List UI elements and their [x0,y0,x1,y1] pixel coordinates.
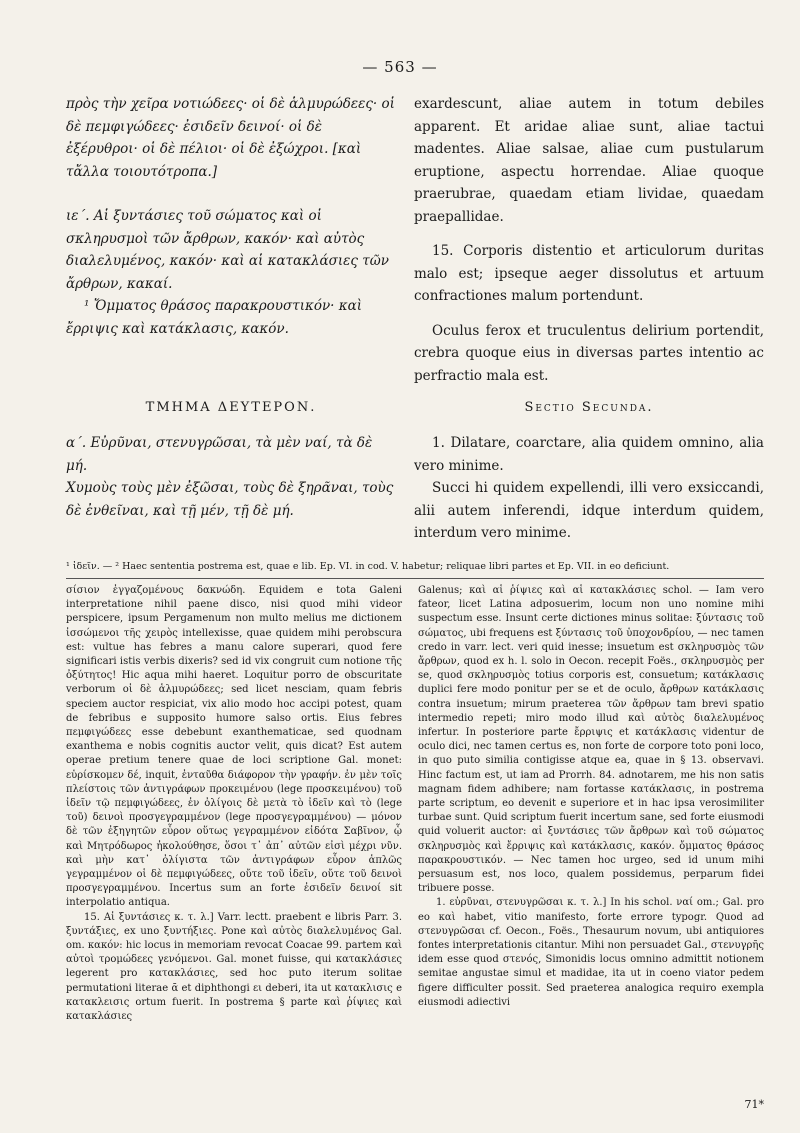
commentary-paragraph: 1. εὐρῦναι, στενυγρῶσαι κ. τ. λ.] In his schol. ναί om.; Gal. pro eo καὶ habet, vitio manifesto, forte errore typogr. Quod ad στενυγρῶσαι cf. Oecon., Foës., Thesaurum novum, ubi antiquiores fontes interpretationis citantur. Mihi non persuadet Gal., στενυγρῆς idem esse quod στενός, Simonidis locus omnino admittit notionem semitae angustae simul et madidae, ita ut in coeno viator pedem figere difficulter possit. Sed praeterea analogica requiro exempla eiusmodi adiectivi [418,897,764,1008]
latin-text-upper [414,93,764,387]
signature-mark: 71* [744,1098,764,1111]
page-number: — 563 — [362,58,438,76]
commentary-paragraph: 15. Αἱ ξυντάσιες κ. τ. λ.] Varr. lectt. praebent e libris Parr. 3. ξυντάξιες, ex uno ξυντήξιες. Pone καὶ αὐτὸς διαλελυμένος Gal. om. κακόν: hic locus in memoriam revocat Coacae 99. partem καὶ αὐτοὶ τρομώδεες γενόμενοι. Gal. monet fuisse, qui κατακλάσιες legerent pro κατακλάσιες, sed hoc puto iterum solitae permutationi literae ᾱ et diphthongi ει deberi, ita ut κατακλισις e κατακλεισις ortum fuerit. In postrema § parte καὶ ῥίψιες καὶ κατακλάσιες [66,911,402,1023]
greek-paragraph: πρὸς τὴν χεῖρα νοτιώδεες· οἱ δὲ ἁλμυρώδεες· οἱ δὲ πεμφιγώδεες· ἐσιδεῖν δεινοί· οἱ δὲ ἐξέρυθροι· οἱ δὲ πέλιοι· οἱ δὲ ἐξώχροι. [καὶ τἄλλα τοιουτότροπα.] [66,96,395,180]
greek-paragraph: ¹ Ὄμματος θράσος παρακρουστικόν· καὶ ἔρριψις καὶ κατάκλασις, κακόν. [66,298,363,337]
greek-section-title: ΤΜΗΜΑ ΔΕΥΤΕΡΟΝ. [145,400,317,415]
divider [66,578,764,579]
latin-paragraph: exardescunt, aliae autem in totum debiles apparent. Et aridae aliae sunt, aliae tactui madentes. Aliae salsae, aliae cum pustularum eruptione, aspectu horrendae. Aliae quoque praerubrae, quaedam etiam lividae, quaedam praepallidae. [414,96,764,225]
latin-paragraph: 1. Dilatare, coarctare, alia quidem omnino, alia vero minime. [414,435,764,474]
greek-text-upper [66,93,396,340]
latin-paragraph: Oculus ferox et truculentus delirium portendit, crebra quoque eius in diversas partes intentio ac perfractio mala est. [414,322,764,384]
greek-paragraph: Χυμοὺς τοὺς μὲν ἐξῶσαι, τοὺς δὲ ξηρᾶναι, τοὺς δὲ ἐνθεῖναι, καὶ τῇ μέν, τῇ δὲ μή. [66,480,394,519]
latin-paragraph: 15. Corporis distentio et articulorum duritas malo est; ipseque aeger dissolutus et artuum confractiones malum portendunt. [414,243,764,304]
latin-paragraph: Succi hi quidem expellendi, illi vero exsiccandi, alii autem inferendi, idque interdum quidem, interdum vero minime. [414,480,764,541]
commentary-left [66,584,402,1024]
latin-section-title: Sectio Secunda. [524,400,654,415]
greek-text-lower [66,432,396,522]
commentary-right [418,584,764,1010]
commentary-paragraph: Galenus; καὶ αἱ ῥίψιες καὶ αἱ κατακλάσιες schol. — Iam vero fateor, licet Latina adposuerim, locum non uno nomine mihi suspectum esse. Insunt certe dictiones minus solitae: ξύντασις τοῦ σώματος, ubi frequens est ξύντασις τοῦ ὑποχονδρίου, — nec tamen credo in varr. lect. veri quid inesse; insuetum est σκληρυσμὸς τῶν ἄρθρων, quod ex h. l. solo in Oecon. recepit Foës., σκληρυσμὸς per se, quod σκληρυσμὸς totius corporis est, consuetum; κατάκλασις duplici fere modo ponitur per se et de oculo, ἄρθρων κατάκλασις contra insuetum; mirum praeterea τῶν ἄρθρων tam brevi spatio intermedio repeti; miro modo illud καὶ αὐτὸς διαλελυμένος infertur. In posteriore parte ἔρριψις et κατάκλασις videntur de oculo dici, nec tamen certus es, non forte de corpore toto poni loco, in quo puto similia contigisse atque ea, quae in § 13. observavi. Hinc factum est, ut iam ad Prorrh. 84. adnotarem, me his non satis magnam fidem adhibere; nam fortasse κατάκλασις, in postrema parte scriptum, eo devenit e superiore et in hac ipsa verosimiliter turbae sunt. Quid scriptum fuerit incertum sane, sed forte eiusmodi quid voluerit auctor: αἱ ξυντάσιες τῶν ἄρθρων καὶ τοῦ σώματος σκληρυσμὸς καὶ ἔρριψις καὶ κατάκλασις, κακόν. ὄμματος θράσος παρακρουστικόν. — Nec tamen hoc urgeo, sed id unum mihi persuasum est, nos loco, qualem possidemus, perparum fidei tribuere posse. [418,585,764,895]
latin-text-lower [414,432,764,545]
greek-paragraph: ιε΄. Αἱ ξυντάσιες τοῦ σώματος καὶ οἱ σκληρυσμοὶ τῶν ἄρθρων, κακόν· καὶ αὐτὸς διαλελυμένος, κακόν· καὶ αἱ κατακλάσιες τῶν ἄρθρων, κακαί. [66,208,389,292]
greek-paragraph: α΄. Εὐρῦναι, στενυγρῶσαι, τὰ μὲν ναί, τὰ δὲ μή. [66,435,373,474]
commentary-paragraph: σίσιον ἐγγαζομένους δακνώδη. Equidem e tota Galeni interpretatione nihil paene disco, nisi quod mihi videor perspicere, ipsum Pergamenum non multo melius me dictionem ἰσσώμενοι τῆς χειρὸς intellexisse, quae quidem mihi perobscura est: vultue has febres a manu calore superari, quod fere significari istis verbis dixeris? sed id vix congruit cum notione τῆς ὀξύτητος! Hic aqua mihi haeret. Loquitur porro de obscuritate verborum οἱ δὲ ἁλμυρώδεες; sed licet nesciam, quam febris speciem auctor respiciat, vix alio modo hoc accipi potest, quam de febribus e supposito humore salso ortis. Eius febres πεμφιγώδεες esse debebunt exanthematicae, sed quodnam exanthema e nobis cognitis auctor velit, quis dicat? Est autem operae pretium tenere quae de loci scriptione Gal. monet: εὑρίσκομεν δέ, inquit, ἐνταῦθα διάφορον τὴν γραφήν. ἐν μὲν τοῖς πλείστοις τῶν ἀντιγράφων προκειμένου (lege προσκειμένου) τοῦ ἰδεῖν τῷ πεμφιγώδεες, ἐν ὀλίγοις δὲ μετὰ τὸ ἰδεῖν καὶ τὸ (lege τοῦ) δεινοὶ προσγεγραμμένον (lege προσγεγραμμένου) — μόνον δὲ τῶν ἐξηγητῶν εὗρον οὕτως γεγραμμένον εἰδότα Σαβῖνον, ᾧ καὶ Μητρόδωρος ἠκολούθησε, ὅσοι τ᾿ ἀπ᾿ αὐτῶν εἰσὶ μέχρι νῦν. καὶ μὴν κατ᾿ ὀλίγιστα τῶν ἀντιγράφων εὗρον ἁπλῶς γεγραμμένον οἱ δὲ πεμφιγώδεες, οὔτε τοῦ ἰδεῖν, οὔτε τοῦ δεινοὶ προσγεγραμμένου. Incertus sum an forte ἐσιδεῖν δεινοί sit interpolatio antiqua. [66,585,402,909]
footnote: ¹ ἰδεῖν. — ² Haec sententia postrema est, quae e lib. Ep. VI. in cod. V. habetur; reliquae libri partes et Ep. VII. in eo deficiunt. [66,561,670,572]
